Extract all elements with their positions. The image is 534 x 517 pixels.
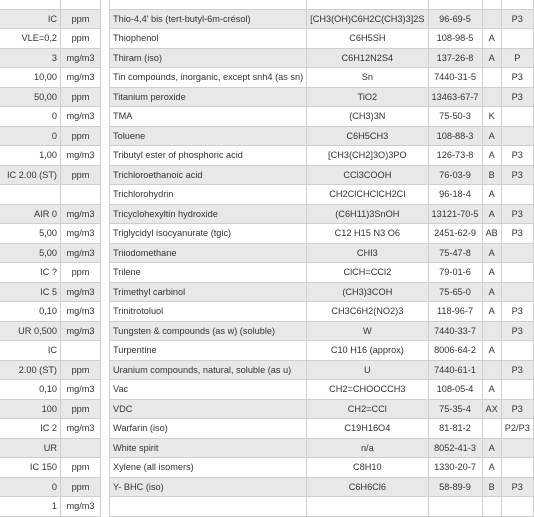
table-row	[110, 497, 534, 517]
table-row	[0, 477, 101, 497]
category-cell: A	[482, 243, 501, 263]
cas-number-cell: 7440-61-1	[428, 360, 482, 380]
table-row	[110, 68, 534, 88]
substance-name-cell: Tin compounds, inorganic, except snh4 (as sn)	[110, 68, 307, 88]
table-row	[0, 0, 101, 9]
cas-number-cell: 13463-67-7	[428, 87, 482, 107]
formula-cell: C6H5SH	[307, 29, 428, 49]
table-row	[110, 9, 534, 29]
substance-name-cell	[110, 0, 307, 9]
table-row	[110, 458, 534, 478]
table-row	[0, 9, 101, 29]
table-row	[0, 185, 101, 205]
category-cell: B	[482, 165, 501, 185]
unit-cell	[61, 0, 101, 9]
notation-cell: P3	[501, 302, 533, 322]
table-row	[110, 204, 534, 224]
notation-cell	[501, 458, 533, 478]
cas-number-cell: 108-98-5	[428, 29, 482, 49]
cas-number-cell	[428, 0, 482, 9]
limit-cell: 0	[0, 107, 61, 127]
limit-cell: 100	[0, 399, 61, 419]
table-row	[110, 419, 534, 439]
table-row	[0, 204, 101, 224]
category-cell	[482, 87, 501, 107]
notation-cell: P3	[501, 165, 533, 185]
category-cell: A	[482, 380, 501, 400]
category-cell: A	[482, 458, 501, 478]
table-row	[0, 341, 101, 361]
category-cell	[482, 360, 501, 380]
formula-cell	[307, 0, 428, 9]
notation-cell	[501, 282, 533, 302]
right-table	[109, 0, 534, 517]
notation-cell	[501, 126, 533, 146]
cas-number-cell: 96-69-5	[428, 9, 482, 29]
unit-cell: mg/m3	[61, 107, 101, 127]
unit-cell: ppm	[61, 87, 101, 107]
table-row	[0, 458, 101, 478]
formula-cell: (C6H11)3SnOH	[307, 204, 428, 224]
notation-cell	[501, 29, 533, 49]
unit-cell: ppm	[61, 360, 101, 380]
limit-cell: IC 150	[0, 458, 61, 478]
formula-cell: TiO2	[307, 87, 428, 107]
cas-number-cell: 7440-33-7	[428, 321, 482, 341]
formula-cell: C6H12N2S4	[307, 48, 428, 68]
cas-number-cell: 75-35-4	[428, 399, 482, 419]
formula-cell: CHI3	[307, 243, 428, 263]
limit-cell: UR	[0, 438, 61, 458]
limit-cell: 3	[0, 48, 61, 68]
table-row	[110, 302, 534, 322]
unit-cell	[61, 185, 101, 205]
limit-cell: IC	[0, 341, 61, 361]
notation-cell: P3	[501, 204, 533, 224]
table-row	[110, 321, 534, 341]
table-row	[110, 48, 534, 68]
table-row	[110, 29, 534, 49]
substance-name-cell: Toluene	[110, 126, 307, 146]
formula-cell	[307, 497, 428, 517]
unit-cell	[61, 438, 101, 458]
formula-cell: (CH3)3COH	[307, 282, 428, 302]
limit-cell: 0	[0, 477, 61, 497]
formula-cell: ClCH=CCl2	[307, 263, 428, 283]
unit-cell: mg/m3	[61, 419, 101, 439]
notation-cell: P	[501, 48, 533, 68]
table-row	[0, 68, 101, 88]
limit-cell: 1,00	[0, 146, 61, 166]
unit-cell: ppm	[61, 165, 101, 185]
substance-name-cell: VDC	[110, 399, 307, 419]
substance-name-cell: Tributyl ester of phosphoric acid	[110, 146, 307, 166]
formula-cell: C19H16O4	[307, 419, 428, 439]
category-cell: B	[482, 477, 501, 497]
unit-cell: mg/m3	[61, 243, 101, 263]
category-cell: A	[482, 302, 501, 322]
notation-cell: P3	[501, 224, 533, 244]
unit-cell: mg/m3	[61, 146, 101, 166]
formula-cell: C6H5CH3	[307, 126, 428, 146]
limit-cell: IC 2.00 (ST)	[0, 165, 61, 185]
table-row	[110, 399, 534, 419]
substance-name-cell: Trichloroethanoic acid	[110, 165, 307, 185]
table-row	[110, 165, 534, 185]
cas-number-cell: 75-47-8	[428, 243, 482, 263]
category-cell	[482, 9, 501, 29]
substance-name-cell: Trichlorohydrin	[110, 185, 307, 205]
table-row	[0, 360, 101, 380]
table-row	[0, 302, 101, 322]
table-row	[110, 282, 534, 302]
category-cell	[482, 68, 501, 88]
notation-cell	[501, 263, 533, 283]
category-cell	[482, 419, 501, 439]
table-row	[110, 224, 534, 244]
notation-cell: P3	[501, 399, 533, 419]
substance-name-cell: Uranium compounds, natural, soluble (as u)	[110, 360, 307, 380]
cas-number-cell: 1330-20-7	[428, 458, 482, 478]
table-row	[110, 341, 534, 361]
unit-cell	[61, 341, 101, 361]
limit-cell: 0,10	[0, 302, 61, 322]
formula-cell: CCl3COOH	[307, 165, 428, 185]
substance-name-cell: Vac	[110, 380, 307, 400]
table-row	[110, 126, 534, 146]
substance-name-cell: Thiophenol	[110, 29, 307, 49]
cas-number-cell: 81-81-2	[428, 419, 482, 439]
cas-number-cell	[428, 497, 482, 517]
substance-name-cell: Titanium peroxide	[110, 87, 307, 107]
table-row	[110, 107, 534, 127]
notation-cell	[501, 341, 533, 361]
cas-number-cell: 58-89-9	[428, 477, 482, 497]
cas-number-cell: 75-50-3	[428, 107, 482, 127]
limit-cell: 5,00	[0, 243, 61, 263]
table-row	[0, 146, 101, 166]
cas-number-cell: 75-65-0	[428, 282, 482, 302]
notation-cell: P3	[501, 87, 533, 107]
unit-cell: mg/m3	[61, 68, 101, 88]
unit-cell: ppm	[61, 477, 101, 497]
substance-name-cell: Triglycidyl isocyanurate (tgic)	[110, 224, 307, 244]
limit-cell: IC	[0, 9, 61, 29]
table-row	[0, 107, 101, 127]
formula-cell: CH2=CCl	[307, 399, 428, 419]
notation-cell: P2/P3	[501, 419, 533, 439]
category-cell: A	[482, 29, 501, 49]
table-row	[110, 0, 534, 9]
table-row	[0, 87, 101, 107]
table-row	[0, 224, 101, 244]
formula-cell: CH2ClCHClCH2Cl	[307, 185, 428, 205]
table-row	[0, 419, 101, 439]
table-row	[110, 438, 534, 458]
substance-name-cell: Trinitrotoluol	[110, 302, 307, 322]
unit-cell: mg/m3	[61, 321, 101, 341]
category-cell: A	[482, 282, 501, 302]
unit-cell: ppm	[61, 263, 101, 283]
formula-cell: Sn	[307, 68, 428, 88]
limit-cell	[0, 0, 61, 9]
notation-cell: P3	[501, 360, 533, 380]
cas-number-cell: 108-05-4	[428, 380, 482, 400]
cas-number-cell: 8006-64-2	[428, 341, 482, 361]
unit-cell: ppm	[61, 126, 101, 146]
unit-cell: ppm	[61, 458, 101, 478]
limit-cell: UR 0,500	[0, 321, 61, 341]
table-row	[0, 126, 101, 146]
category-cell: AB	[482, 224, 501, 244]
unit-cell: ppm	[61, 399, 101, 419]
category-cell: AX	[482, 399, 501, 419]
table-row	[0, 29, 101, 49]
limit-cell	[0, 185, 61, 205]
table-row	[0, 438, 101, 458]
substance-name-cell: Trilene	[110, 263, 307, 283]
table-row	[110, 263, 534, 283]
notation-cell	[501, 0, 533, 9]
category-cell: A	[482, 146, 501, 166]
formula-cell: W	[307, 321, 428, 341]
unit-cell: mg/m3	[61, 204, 101, 224]
cas-number-cell: 126-73-8	[428, 146, 482, 166]
notation-cell: P3	[501, 477, 533, 497]
unit-cell: mg/m3	[61, 380, 101, 400]
limit-cell: 10,00	[0, 68, 61, 88]
substance-name-cell: Trimethyl carbinol	[110, 282, 307, 302]
category-cell: K	[482, 107, 501, 127]
limit-cell: 0,10	[0, 380, 61, 400]
formula-cell: [CH3(OH)C6H2C(CH3)3]2S	[307, 9, 428, 29]
cas-number-cell: 118-96-7	[428, 302, 482, 322]
category-cell: A	[482, 126, 501, 146]
category-cell: A	[482, 185, 501, 205]
unit-cell: mg/m3	[61, 48, 101, 68]
limit-cell: 1	[0, 497, 61, 517]
table-row	[0, 243, 101, 263]
category-cell: A	[482, 263, 501, 283]
unit-cell: ppm	[61, 29, 101, 49]
formula-cell: C10 H16 (approx)	[307, 341, 428, 361]
table-row	[110, 380, 534, 400]
category-cell: A	[482, 204, 501, 224]
cas-number-cell: 7440-31-5	[428, 68, 482, 88]
notation-cell: P3	[501, 321, 533, 341]
left-table	[0, 0, 101, 517]
limit-cell: IC 5	[0, 282, 61, 302]
cas-number-cell: 137-26-8	[428, 48, 482, 68]
substance-name-cell: Tricyclohexyltin hydroxide	[110, 204, 307, 224]
substance-name-cell: White spirit	[110, 438, 307, 458]
notation-cell	[501, 107, 533, 127]
table-row	[0, 282, 101, 302]
notation-cell: P3	[501, 9, 533, 29]
table-row	[0, 497, 101, 517]
substance-name-cell: Y- BHC (iso)	[110, 477, 307, 497]
substance-name-cell: Thio-4,4' bis (tert-butyl-6m-crésol)	[110, 9, 307, 29]
limit-cell: 5,00	[0, 224, 61, 244]
table-row	[0, 263, 101, 283]
table-row	[0, 321, 101, 341]
unit-cell: mg/m3	[61, 302, 101, 322]
cas-number-cell: 108-88-3	[428, 126, 482, 146]
substance-name-cell: Tungsten & compounds (as w) (soluble)	[110, 321, 307, 341]
limit-cell: IC 2	[0, 419, 61, 439]
unit-cell: mg/m3	[61, 497, 101, 517]
table-row	[110, 146, 534, 166]
table-row	[0, 399, 101, 419]
notation-cell	[501, 185, 533, 205]
cas-number-cell: 96-18-4	[428, 185, 482, 205]
table-row	[110, 185, 534, 205]
cas-number-cell: 76-03-9	[428, 165, 482, 185]
unit-cell: ppm	[61, 9, 101, 29]
limit-cell: IC ?	[0, 263, 61, 283]
table-row	[110, 360, 534, 380]
substance-name-cell	[110, 497, 307, 517]
unit-cell: mg/m3	[61, 282, 101, 302]
cas-number-cell: 2451-62-9	[428, 224, 482, 244]
limit-cell: AIR 0	[0, 204, 61, 224]
category-cell: A	[482, 48, 501, 68]
formula-cell: n/a	[307, 438, 428, 458]
unit-cell: mg/m3	[61, 224, 101, 244]
category-cell	[482, 497, 501, 517]
category-cell	[482, 321, 501, 341]
formula-cell: C12 H15 N3 O6	[307, 224, 428, 244]
substance-name-cell: Warfarin (iso)	[110, 419, 307, 439]
limit-cell: 2.00 (ST)	[0, 360, 61, 380]
formula-cell: CH3C6H2(NO2)3	[307, 302, 428, 322]
category-cell: A	[482, 341, 501, 361]
category-cell: A	[482, 438, 501, 458]
cas-number-cell: 79-01-6	[428, 263, 482, 283]
formula-cell: U	[307, 360, 428, 380]
table-row	[110, 477, 534, 497]
formula-cell: C8H10	[307, 458, 428, 478]
substance-name-cell: Triiodomethane	[110, 243, 307, 263]
limit-cell: 50,00	[0, 87, 61, 107]
notation-cell	[501, 438, 533, 458]
formula-cell: C6H6Cl6	[307, 477, 428, 497]
table-row	[110, 243, 534, 263]
substance-name-cell: Turpentine	[110, 341, 307, 361]
limit-cell: 0	[0, 126, 61, 146]
cas-number-cell: 8052-41-3	[428, 438, 482, 458]
notation-cell	[501, 243, 533, 263]
notation-cell: P3	[501, 68, 533, 88]
table-row	[0, 48, 101, 68]
table-row	[110, 87, 534, 107]
substance-name-cell: Xylene (all isomers)	[110, 458, 307, 478]
formula-cell: [CH3(CH2]3O)3PO	[307, 146, 428, 166]
cas-number-cell: 13121-70-5	[428, 204, 482, 224]
substance-name-cell: Thiram (iso)	[110, 48, 307, 68]
notation-cell	[501, 380, 533, 400]
table-row	[0, 380, 101, 400]
notation-cell	[501, 497, 533, 517]
formula-cell: CH2=CHOOCCH3	[307, 380, 428, 400]
notation-cell: P3	[501, 146, 533, 166]
substance-name-cell: TMA	[110, 107, 307, 127]
limit-cell: VLE=0,2	[0, 29, 61, 49]
category-cell	[482, 0, 501, 9]
formula-cell: (CH3)3N	[307, 107, 428, 127]
table-row	[0, 165, 101, 185]
